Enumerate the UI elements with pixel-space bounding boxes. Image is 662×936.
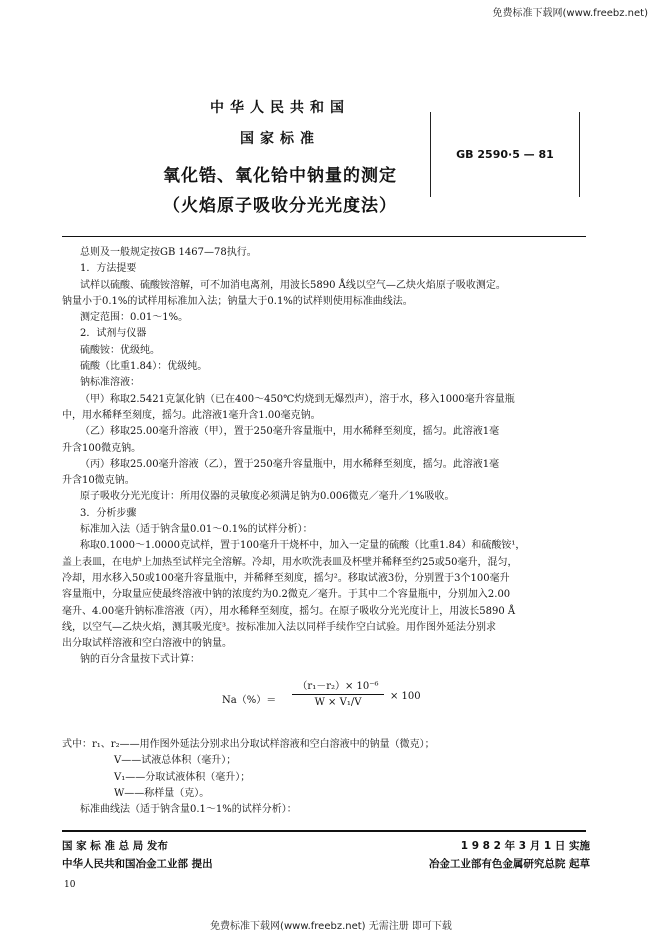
footer <box>62 838 590 874</box>
footer-divider <box>62 830 586 832</box>
proposer: 中华人民共和国冶金工业部 提出 <box>62 858 213 870</box>
body-line: 硫酸铵：优级纯。 <box>80 344 160 356</box>
definition-line: W——称样量（克）。 <box>114 787 210 799</box>
publisher: 国 家 标 准 总 局 发布 <box>62 840 168 852</box>
body-line: （丙）移取25.00毫升溶液（乙），置于250毫升容量瓶中，用水稀释至刻度，摇匀。此溶液1毫 <box>80 458 500 470</box>
watermark-top: 免费标准下载网(www.freebz.net) <box>492 8 648 19</box>
body-line: 总则及一般规定按GB 1467—78执行。 <box>80 247 257 258</box>
standard-code: GB 2590·5 — 81 <box>456 148 554 161</box>
body-line: 称取0.1000～1.0000克试样，置于100毫升干烧杯中，加入一定量的硫酸（比重1.84）和硫酸铵¹， <box>80 540 526 552</box>
body-line: （甲）称取2.5421克氯化钠（已在400～450℃灼烧到无爆烈声），溶于水，移入1000毫升容量瓶 <box>80 393 515 405</box>
formula-tail: × 100 <box>390 691 421 702</box>
formula-fraction <box>292 677 384 708</box>
body-line: 标准加入法（适于钠含量0.01～0.1%的试样分析）： <box>80 524 313 536</box>
section-heading: 2．试剂与仪器 <box>80 328 147 340</box>
body-line: 升含100微克钠。 <box>62 442 142 454</box>
drafter: 冶金工业部有色金属研究总院 起草 <box>428 858 590 870</box>
formula-lhs: Na（%）＝ <box>222 695 277 706</box>
body-line: 中，用水稀释至刻度，摇匀。此溶液1毫升含1.00毫克钠。 <box>62 409 321 421</box>
body-line: （乙）移取25.00毫升溶液（甲），置于250毫升容量瓶中，用水稀释至刻度，摇匀。此溶液1毫 <box>80 426 500 438</box>
page-number: 10 <box>64 880 76 890</box>
body-line: 测定范围：0.01～1%。 <box>80 312 189 324</box>
document-body <box>62 245 590 669</box>
definition-line: V——试液总体积（毫升）； <box>114 755 237 767</box>
watermark-bottom: 免费标准下载网(www.freebz.net) 无需注册 即可下载 <box>210 921 452 932</box>
standard-type-heading: 国家标准 <box>240 131 320 147</box>
body-line: 试样以硫酸、硫酸铵溶解，可不加消电离剂，用波长5890 Å线以空气—乙炔火焰原子吸收测定。 <box>80 279 506 291</box>
body-line: 线，以空气—乙炔火焰，测其吸光度³。按标准加入法以同样手续作空白试验。用作图外延法分别求 <box>62 621 497 633</box>
body-line: 标准曲线法（适于钠含量0.1～1%的试样分析）： <box>80 804 297 816</box>
header-divider <box>62 236 586 237</box>
body-line: 钠标准溶液： <box>80 377 140 389</box>
effective-date: 1 9 8 2 年 3 月 1 日 实施 <box>460 840 590 852</box>
document-title: 氧化锆、氧化铪中钠量的测定 <box>163 166 397 186</box>
body-line: 钠量小于0.1%的试样用标准加入法；钠量大于0.1%的试样则使用标准曲线法。 <box>62 295 413 307</box>
body-line: 升含10微克钠。 <box>62 475 135 487</box>
body-line: 盖上表皿，在电炉上加热至试样完全溶解。冷却，用水吹洗表皿及杯壁并稀释至约25或50毫升，混匀， <box>62 556 518 568</box>
formula-denominator: W × V₁/V <box>314 697 362 708</box>
body-line: 原子吸收分光光度计：所用仪器的灵敏度必须满足钠为0.006微克／毫升／1%吸收。 <box>80 491 455 503</box>
document-subtitle: （火焰原子吸收分光光度法） <box>163 196 397 216</box>
section-heading: 3．分析步骤 <box>80 507 137 519</box>
body-line: 钠的百分含量按下式计算： <box>80 654 200 666</box>
sodium-formula <box>222 677 452 721</box>
body-line: 冷却，用水移入50或100毫升容量瓶中，并稀释至刻度，摇匀²。移取试液3份，分别置于3个100毫升 <box>62 572 510 584</box>
body-line: 出分取试样溶液和空白溶液中的钠量。 <box>62 638 232 650</box>
formula-definitions <box>62 737 590 818</box>
body-line: 毫升、4.00毫升钠标准溶液（丙），用水稀释至刻度，摇匀。在原子吸收分光光度计上，用波长5890 Å <box>62 605 516 617</box>
definition-line: V₁——分取试液体积（毫升）； <box>114 771 251 783</box>
definition-line: 式中：r₁、r₂——用作图外延法分别求出分取试样溶液和空白溶液中的钠量（微克）； <box>62 739 435 750</box>
body-line: 硫酸（比重1.84）：优级纯。 <box>80 361 208 373</box>
body-line: 容量瓶中，分取量应使最终溶液中钠的浓度约为0.2微克／毫升。于其中二个容量瓶中，分别加入2.00 <box>62 589 511 601</box>
section-heading: 1．方法提要 <box>80 263 137 275</box>
standard-code-box <box>430 112 580 197</box>
formula-numerator: （r₁－r₂）× 10⁻⁶ <box>292 677 384 695</box>
country-heading: 中华人民共和国 <box>210 100 350 116</box>
